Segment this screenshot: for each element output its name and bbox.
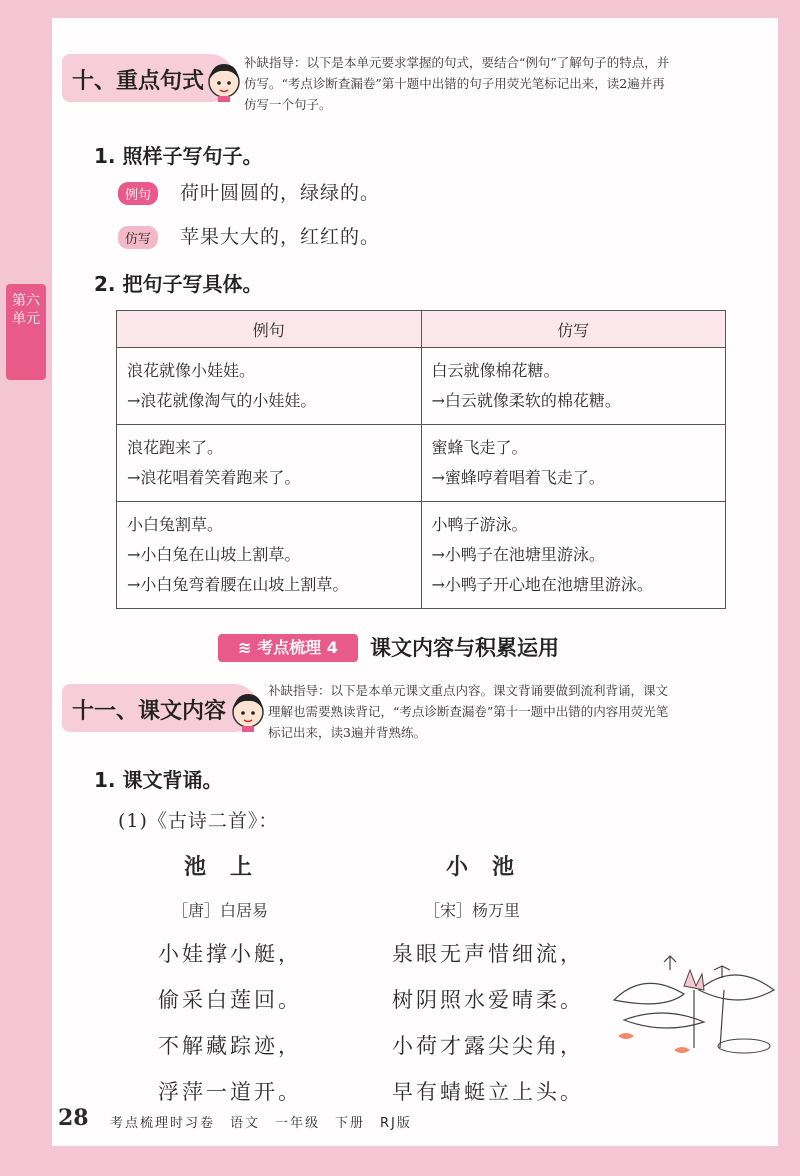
poem2-title: 小池 bbox=[446, 854, 539, 880]
poem2-line: 树阴照水爱晴柔。 bbox=[392, 988, 584, 1012]
unit-tab bbox=[6, 284, 46, 380]
table-header-example: 例句 bbox=[117, 311, 422, 348]
sentence-table bbox=[116, 310, 726, 609]
poem1-line: 偷采白莲回。 bbox=[158, 988, 302, 1012]
cell-line: →浪花就像淘气的小娃娃。 bbox=[127, 391, 317, 410]
table-row bbox=[117, 502, 726, 609]
poem2-line: 早有蜻蜓立上头。 bbox=[392, 1080, 584, 1104]
cell-line: →小白兔弯着腰在山坡上割草。 bbox=[127, 575, 349, 594]
imitate-badge: 仿写 bbox=[118, 226, 158, 249]
section10-guide bbox=[244, 52, 784, 115]
lotus-pond-illustration bbox=[604, 950, 780, 1060]
guide-line: 标记出来，读3遍并背熟练。 bbox=[268, 725, 426, 740]
poem1-line: 浮萍一道开。 bbox=[158, 1080, 302, 1104]
q1-heading: 1. 照样子写句子。 bbox=[94, 144, 263, 168]
table-row bbox=[117, 425, 726, 502]
table-cell bbox=[117, 502, 422, 609]
cell-line: →小鸭子在池塘里游泳。 bbox=[431, 545, 605, 564]
border-top bbox=[0, 0, 800, 18]
cell-line: 白云就像棉花糖。 bbox=[431, 361, 560, 380]
page-number: 28 bbox=[58, 1105, 89, 1131]
cell-line: →小白兔在山坡上割草。 bbox=[127, 545, 301, 564]
kaodian-title: 课文内容与积累运用 bbox=[370, 636, 559, 660]
table-header-row bbox=[117, 311, 726, 348]
cell-line: 小鸭子游泳。 bbox=[431, 515, 528, 534]
girl-face-icon bbox=[204, 58, 244, 102]
poem1-title: 池上 bbox=[184, 854, 277, 880]
guide-line: 仿写一个句子。 bbox=[244, 97, 332, 112]
girl-face-icon bbox=[228, 688, 268, 732]
border-bottom bbox=[0, 1146, 800, 1176]
poem2-author: ［宋］杨万里 bbox=[424, 901, 521, 920]
poem2-line: 泉眼无声惜细流， bbox=[392, 942, 584, 966]
guide-line: 补缺指导：以下是本单元课文重点内容。课文背诵要做到流利背诵，课文 bbox=[268, 683, 669, 698]
q2-heading: 2. 把句子写具体。 bbox=[94, 272, 263, 296]
cell-line: 浪花跑来了。 bbox=[127, 438, 224, 457]
footer-text: 考点梳理时习卷 语文 一年级 下册 RJ版 bbox=[110, 1116, 412, 1131]
cell-line: →白云就像柔软的棉花糖。 bbox=[431, 391, 621, 410]
border-left bbox=[0, 0, 52, 1176]
table-cell bbox=[117, 425, 422, 502]
table-cell bbox=[421, 348, 726, 425]
cell-line: 蜜蜂飞走了。 bbox=[431, 438, 528, 457]
table-cell bbox=[421, 425, 726, 502]
poem1-line: 小娃撑小艇， bbox=[158, 942, 302, 966]
recite-sub: (1)《古诗二首》： bbox=[118, 810, 279, 832]
guide-line: 理解也需要熟读背记，“考点诊断查漏卷”第十一题中出错的内容用荧光笔 bbox=[268, 704, 669, 719]
table-header-imitate: 仿写 bbox=[421, 311, 726, 348]
kaodian-badge: ≋ 考点梳理 4 bbox=[218, 634, 358, 662]
table-cell bbox=[421, 502, 726, 609]
recite-heading: 1. 课文背诵。 bbox=[94, 768, 223, 792]
unit-tab-line1: 第六 bbox=[12, 293, 40, 309]
section10-title: 十、重点句式 bbox=[72, 69, 205, 94]
section11-title: 十一、课文内容 bbox=[72, 699, 227, 724]
table-row bbox=[117, 348, 726, 425]
cell-line: 小白兔割草。 bbox=[127, 515, 224, 534]
cell-line: →小鸭子开心地在池塘里游泳。 bbox=[431, 575, 653, 594]
poem1-line: 不解藏踪迹， bbox=[158, 1034, 302, 1058]
border-right bbox=[778, 0, 800, 1176]
guide-line: 补缺指导：以下是本单元要求掌握的句式，要结合“例句”了解句子的特点，并 bbox=[244, 55, 670, 70]
imitate-sentence: 苹果大大的，红红的。 bbox=[180, 226, 381, 248]
cell-line: →浪花唱着笑着跑来了。 bbox=[127, 468, 301, 487]
poem2-line: 小荷才露尖尖角， bbox=[392, 1034, 584, 1058]
table-cell bbox=[117, 348, 422, 425]
unit-tab-line2: 单元 bbox=[12, 311, 40, 327]
guide-line: 仿写。“考点诊断查漏卷”第十题中出错的句子用荧光笔标记出来，读2遍并再 bbox=[244, 76, 665, 91]
cell-line: →蜜蜂哼着唱着飞走了。 bbox=[431, 468, 605, 487]
example-badge: 例句 bbox=[118, 182, 158, 205]
poem1-author: ［唐］白居易 bbox=[172, 901, 269, 920]
section11-guide bbox=[268, 680, 788, 743]
example-sentence: 荷叶圆圆的，绿绿的。 bbox=[180, 182, 381, 204]
cell-line: 浪花就像小娃娃。 bbox=[127, 361, 256, 380]
